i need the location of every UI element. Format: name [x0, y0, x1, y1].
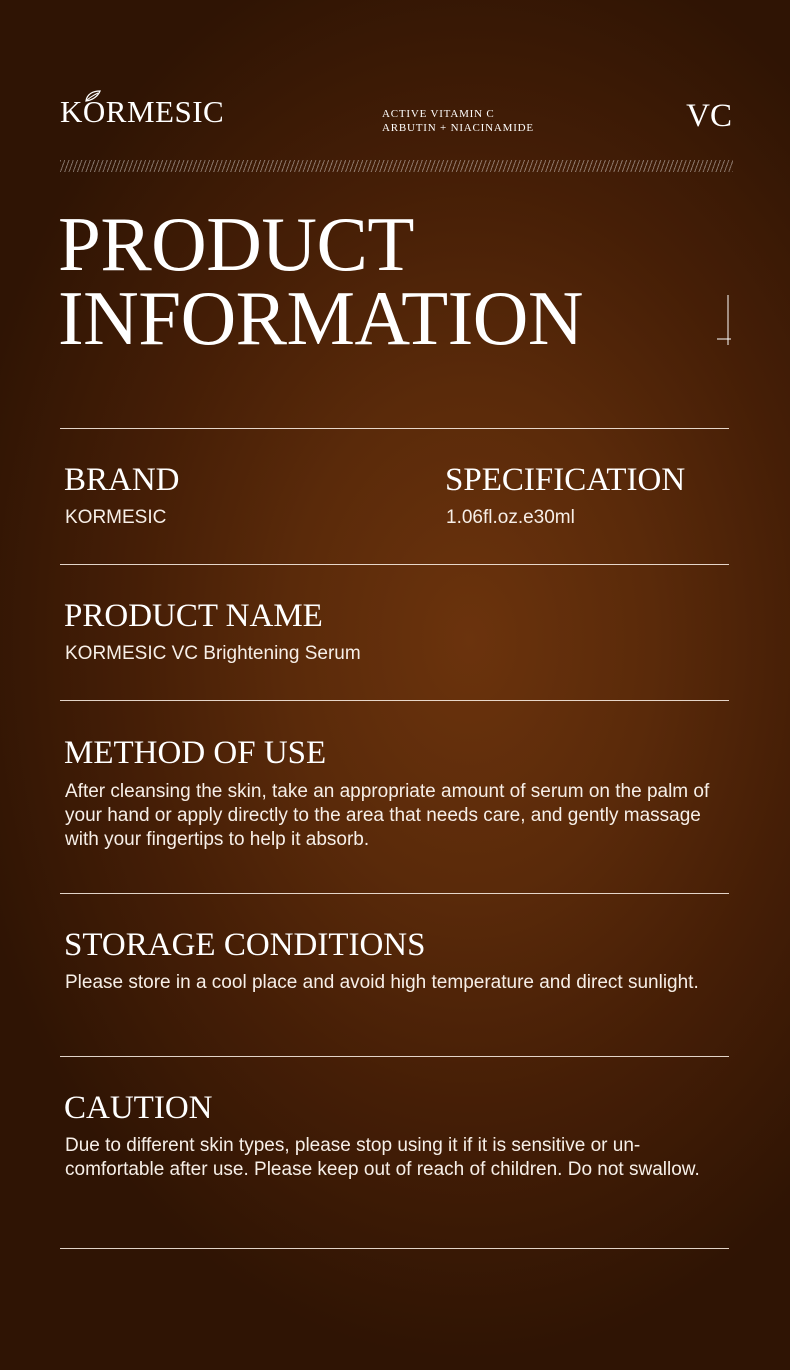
page-title — [58, 201, 583, 361]
storage-conditions-text: Please store in a cool place and avoid high temperature and direct sunlight. — [65, 972, 699, 993]
section-divider — [60, 1056, 729, 1057]
brand-logo — [60, 96, 224, 127]
leaf-icon — [84, 90, 102, 102]
caution-heading: CAUTION — [64, 1090, 213, 1126]
specification-value: 1.06fl.oz.e30ml — [446, 507, 575, 528]
section-divider — [60, 564, 729, 565]
brand-heading: BRAND — [64, 462, 180, 498]
caution-text: Due to different skin types, please stop using it if it is sensitive or un-comfortable after use. Please keep out of reach of children. Do not swallow. — [65, 1135, 700, 1180]
brand-value: KORMESIC — [65, 507, 167, 528]
corner-mark-icon — [717, 295, 731, 347]
vc-badge: VC — [686, 98, 732, 134]
method-of-use-heading: METHOD OF USE — [64, 735, 327, 771]
tagline-line-2: ARBUTIN + NIACINAMIDE — [382, 122, 534, 134]
title-line-1: PRODUCT — [58, 201, 414, 287]
tagline-line-1: ACTIVE VITAMIN C — [382, 108, 495, 120]
section-divider — [60, 700, 729, 701]
hatch-divider — [60, 160, 733, 172]
storage-conditions-heading: STORAGE CONDITIONS — [64, 927, 426, 963]
product-name-value: KORMESIC VC Brightening Serum — [65, 643, 361, 664]
section-divider — [60, 428, 729, 429]
product-name-heading: PRODUCT NAME — [64, 598, 323, 634]
title-line-2: INFORMATION — [58, 275, 583, 361]
ingredient-tagline — [382, 107, 534, 135]
method-of-use-text: After cleansing the skin, take an appropriate amount of serum on the palm of your hand or apply directly to the area that needs care, and gently massage with your fingertips to help it absorb. — [65, 781, 710, 850]
specification-heading: SPECIFICATION — [445, 462, 686, 498]
logo-text: KORMESIC — [60, 94, 225, 129]
section-divider — [60, 1248, 729, 1249]
section-divider — [60, 893, 729, 894]
